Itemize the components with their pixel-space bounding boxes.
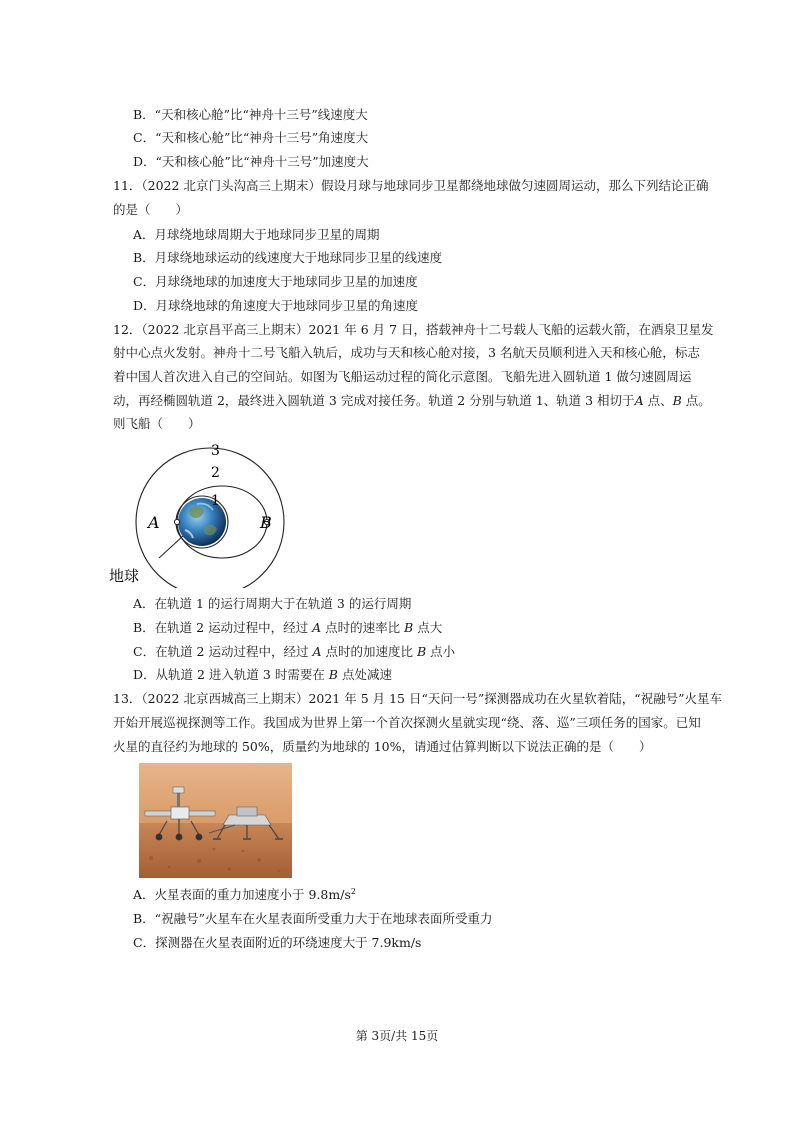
q13-option-c: C．探测器在火星表面附近的环绕速度大于 7.9km/s (133, 935, 422, 950)
q12-stem-line3: 着中国人首次进入自己的空间站。如图为飞船运动过程的简化示意图。飞船先进入圆轨道 1 做匀速圆周运 (113, 369, 692, 384)
q11-stem-line2: 的是（ ） (113, 202, 189, 217)
point-a-marker (174, 519, 179, 524)
q12-stem-line4: 动，再经椭圆轨道 2，最终进入圆轨道 3 完成对接任务。轨道 2 分别与轨道 1、轨道 3 相切于A 点、B 点。 (113, 393, 711, 408)
q11-option-a: A．月球绕地球周期大于地球同步卫星的周期 (133, 227, 380, 242)
q13-stem-line2: 开始开展巡视探测等工作。我国成为世界上第一个首次探测火星就实现“绕、落、巡”三项任务的国家。已知 (113, 715, 701, 730)
q12-option-d: D．从轨道 2 进入轨道 3 时需要在 B 点处减速 (133, 667, 392, 682)
point-b-label: B (260, 513, 272, 532)
q12-stem-line1: 12．（2022 北京昌平高三上期末）2021 年 6 月 7 日，搭载神舟十二号载人飞船的运载火箭，在酒泉卫星发 (113, 322, 714, 337)
q12-option-b: B．在轨道 2 运动过程中，经过 A 点时的速率比 B 点大 (133, 620, 443, 635)
q13-option-b: B．“祝融号”火星车在火星表面所受重力大于在地球表面所受重力 (133, 911, 493, 926)
mars-rover-photo (139, 763, 292, 878)
q13-stem-line3: 火星的直径约为地球的 50%，质量约为地球的 10%，请通过估算判断以下说法正确的是（ ） (113, 739, 652, 754)
q10-option-c: C．“天和核心舱”比“神舟十三号”角速度大 (133, 130, 369, 145)
orbit-3-label: 3 (211, 443, 220, 459)
orbit-2-label: 2 (211, 465, 220, 481)
q11-option-d: D．月球绕地球的角速度大于地球同步卫星的角速度 (133, 298, 419, 313)
orbit-1-label: 1 (211, 493, 220, 509)
q12-option-a: A．在轨道 1 的运行周期大于在轨道 3 的运行周期 (133, 596, 412, 611)
page-footer: 第 3页/共 15页 (355, 1029, 439, 1043)
q10-option-b: B．“天和核心舱”比“神舟十三号”线速度大 (133, 107, 368, 122)
orbit-diagram (105, 438, 295, 588)
q12-stem-line2: 射中心点火发射。神舟十二号飞船入轨后，成功与天和核心舱对接，3 名航天员顺利进入天和核心舱，标志 (113, 345, 700, 360)
q12-option-c: C．在轨道 2 运动过程中，经过 A 点时的加速度比 B 点小 (133, 644, 456, 659)
q13-stem-line1: 13．（2022 北京西城高三上期末）2021 年 5 月 15 日“天问一号”探测器成功在火星软着陆，“祝融号”火星车 (113, 691, 723, 706)
point-a-label: A (148, 513, 160, 532)
earth-label: 地球 (109, 567, 140, 585)
q10-option-d: D．“天和核心舱”比“神舟十三号”加速度大 (133, 154, 369, 169)
q13-option-a: A．火星表面的重力加速度小于 $9.8m/s^2$ (133, 886, 356, 902)
q12-stem-line5: 则飞船（ ） (113, 416, 201, 431)
q11-stem-line1: 11．（2022 北京门头沟高三上期末）假设月球与地球同步卫星都绕地球做匀速圆周运动，那么下列结论正确 (113, 178, 709, 193)
earth-pointer-line (159, 536, 183, 558)
q11-option-b: B．月球绕地球运动的线速度大于地球同步卫星的线速度 (133, 250, 443, 265)
q11-option-c: C．月球绕地球的加速度大于地球同步卫星的加速度 (133, 274, 418, 289)
